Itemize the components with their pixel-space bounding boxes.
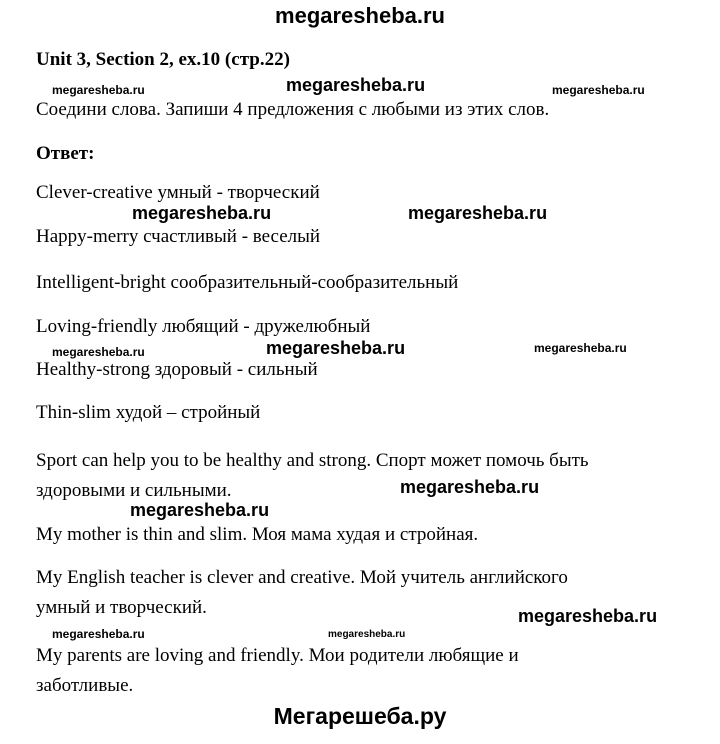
- footer-brand: Мегарешеба.ру: [273, 703, 447, 729]
- watermark: megaresheba.ru: [552, 83, 645, 97]
- exercise-heading: Unit 3, Section 2, ex.10 (стр.22): [36, 49, 290, 70]
- word-pair: Happy-merry счастливый - веселый: [36, 226, 321, 247]
- watermark: megaresheba.ru: [286, 75, 426, 95]
- watermark: megaresheba.ru: [52, 83, 145, 97]
- watermark: megaresheba.ru: [132, 203, 272, 223]
- watermark: megaresheba.ru: [328, 629, 406, 640]
- watermark: megaresheba.ru: [534, 341, 627, 355]
- sentence-line: здоровыми и сильными.: [36, 480, 232, 501]
- watermark: megaresheba.ru: [130, 500, 270, 520]
- watermark: megaresheba.ru: [52, 345, 145, 359]
- answer-label: Ответ:: [36, 143, 95, 164]
- sentence-line: My English teacher is clever and creative. Мой учитель английского: [36, 567, 568, 588]
- sentence-line: умный и творческий.: [36, 597, 207, 618]
- task-text: Соедини слова. Запиши 4 предложения с любыми из этих слов.: [36, 99, 550, 120]
- watermark: megaresheba.ru: [400, 477, 540, 497]
- site-watermark-top: megaresheba.ru: [275, 3, 445, 28]
- sentence-line: My parents are loving and friendly. Мои родители любящие и: [36, 645, 519, 666]
- watermark: megaresheba.ru: [408, 203, 548, 223]
- word-pair: Clever-creative умный - творческий: [36, 182, 320, 203]
- word-pair: Intelligent-bright сообразительный-сообразительный: [36, 272, 459, 293]
- watermark: megaresheba.ru: [266, 338, 406, 358]
- word-pair: Healthy-strong здоровый - сильный: [36, 359, 318, 380]
- word-pair: Thin-slim худой – стройный: [36, 402, 261, 423]
- sentence-line: My mother is thin and slim. Моя мама худая и стройная.: [36, 524, 479, 545]
- watermark: megaresheba.ru: [52, 627, 145, 641]
- sentence-line: Sport can help you to be healthy and strong. Спорт может помочь быть: [36, 450, 589, 471]
- word-pair: Loving-friendly любящий - дружелюбный: [36, 316, 371, 337]
- sentence-line: заботливые.: [36, 675, 134, 696]
- watermark: megaresheba.ru: [518, 606, 658, 626]
